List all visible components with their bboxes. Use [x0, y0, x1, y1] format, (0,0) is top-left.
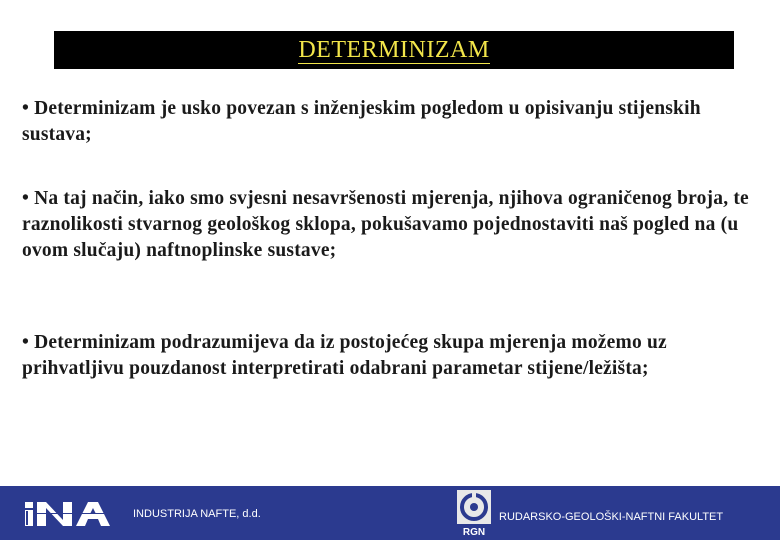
faculty-label: RUDARSKO-GEOLOŠKI-NAFTNI FAKULTET	[499, 511, 724, 523]
company-label: INDUSTRIJA NAFTE, d.d.	[133, 508, 261, 520]
rgn-logo	[457, 490, 491, 538]
title-bar	[54, 31, 734, 69]
ina-logo	[22, 500, 124, 528]
bullet-item: • Determinizam je usko povezan s inženjeskim pogledom u opisivanju stijenskih sustava;	[22, 98, 701, 145]
bullet-item: • Na taj način, iako smo svjesni nesavršenosti mjerenja, njihova ograničenog broja, te raznolikosti stvarnog geološkog sklopa, pokušavamo pojednostaviti naš pogled na (u ovom slučaju) naftnoplinske sustave;	[22, 188, 749, 261]
slide-title: DETERMINIZAM	[298, 36, 490, 63]
rgn-logo-text: RGN	[462, 527, 486, 538]
footer-bar	[0, 486, 780, 540]
bullet-item: • Determinizam podrazumijeva da iz postojećeg skupa mjerenja možemo uz prihvatljivu pouzdanost interpretirati odabrani parametar stijene/ležišta;	[22, 332, 667, 379]
